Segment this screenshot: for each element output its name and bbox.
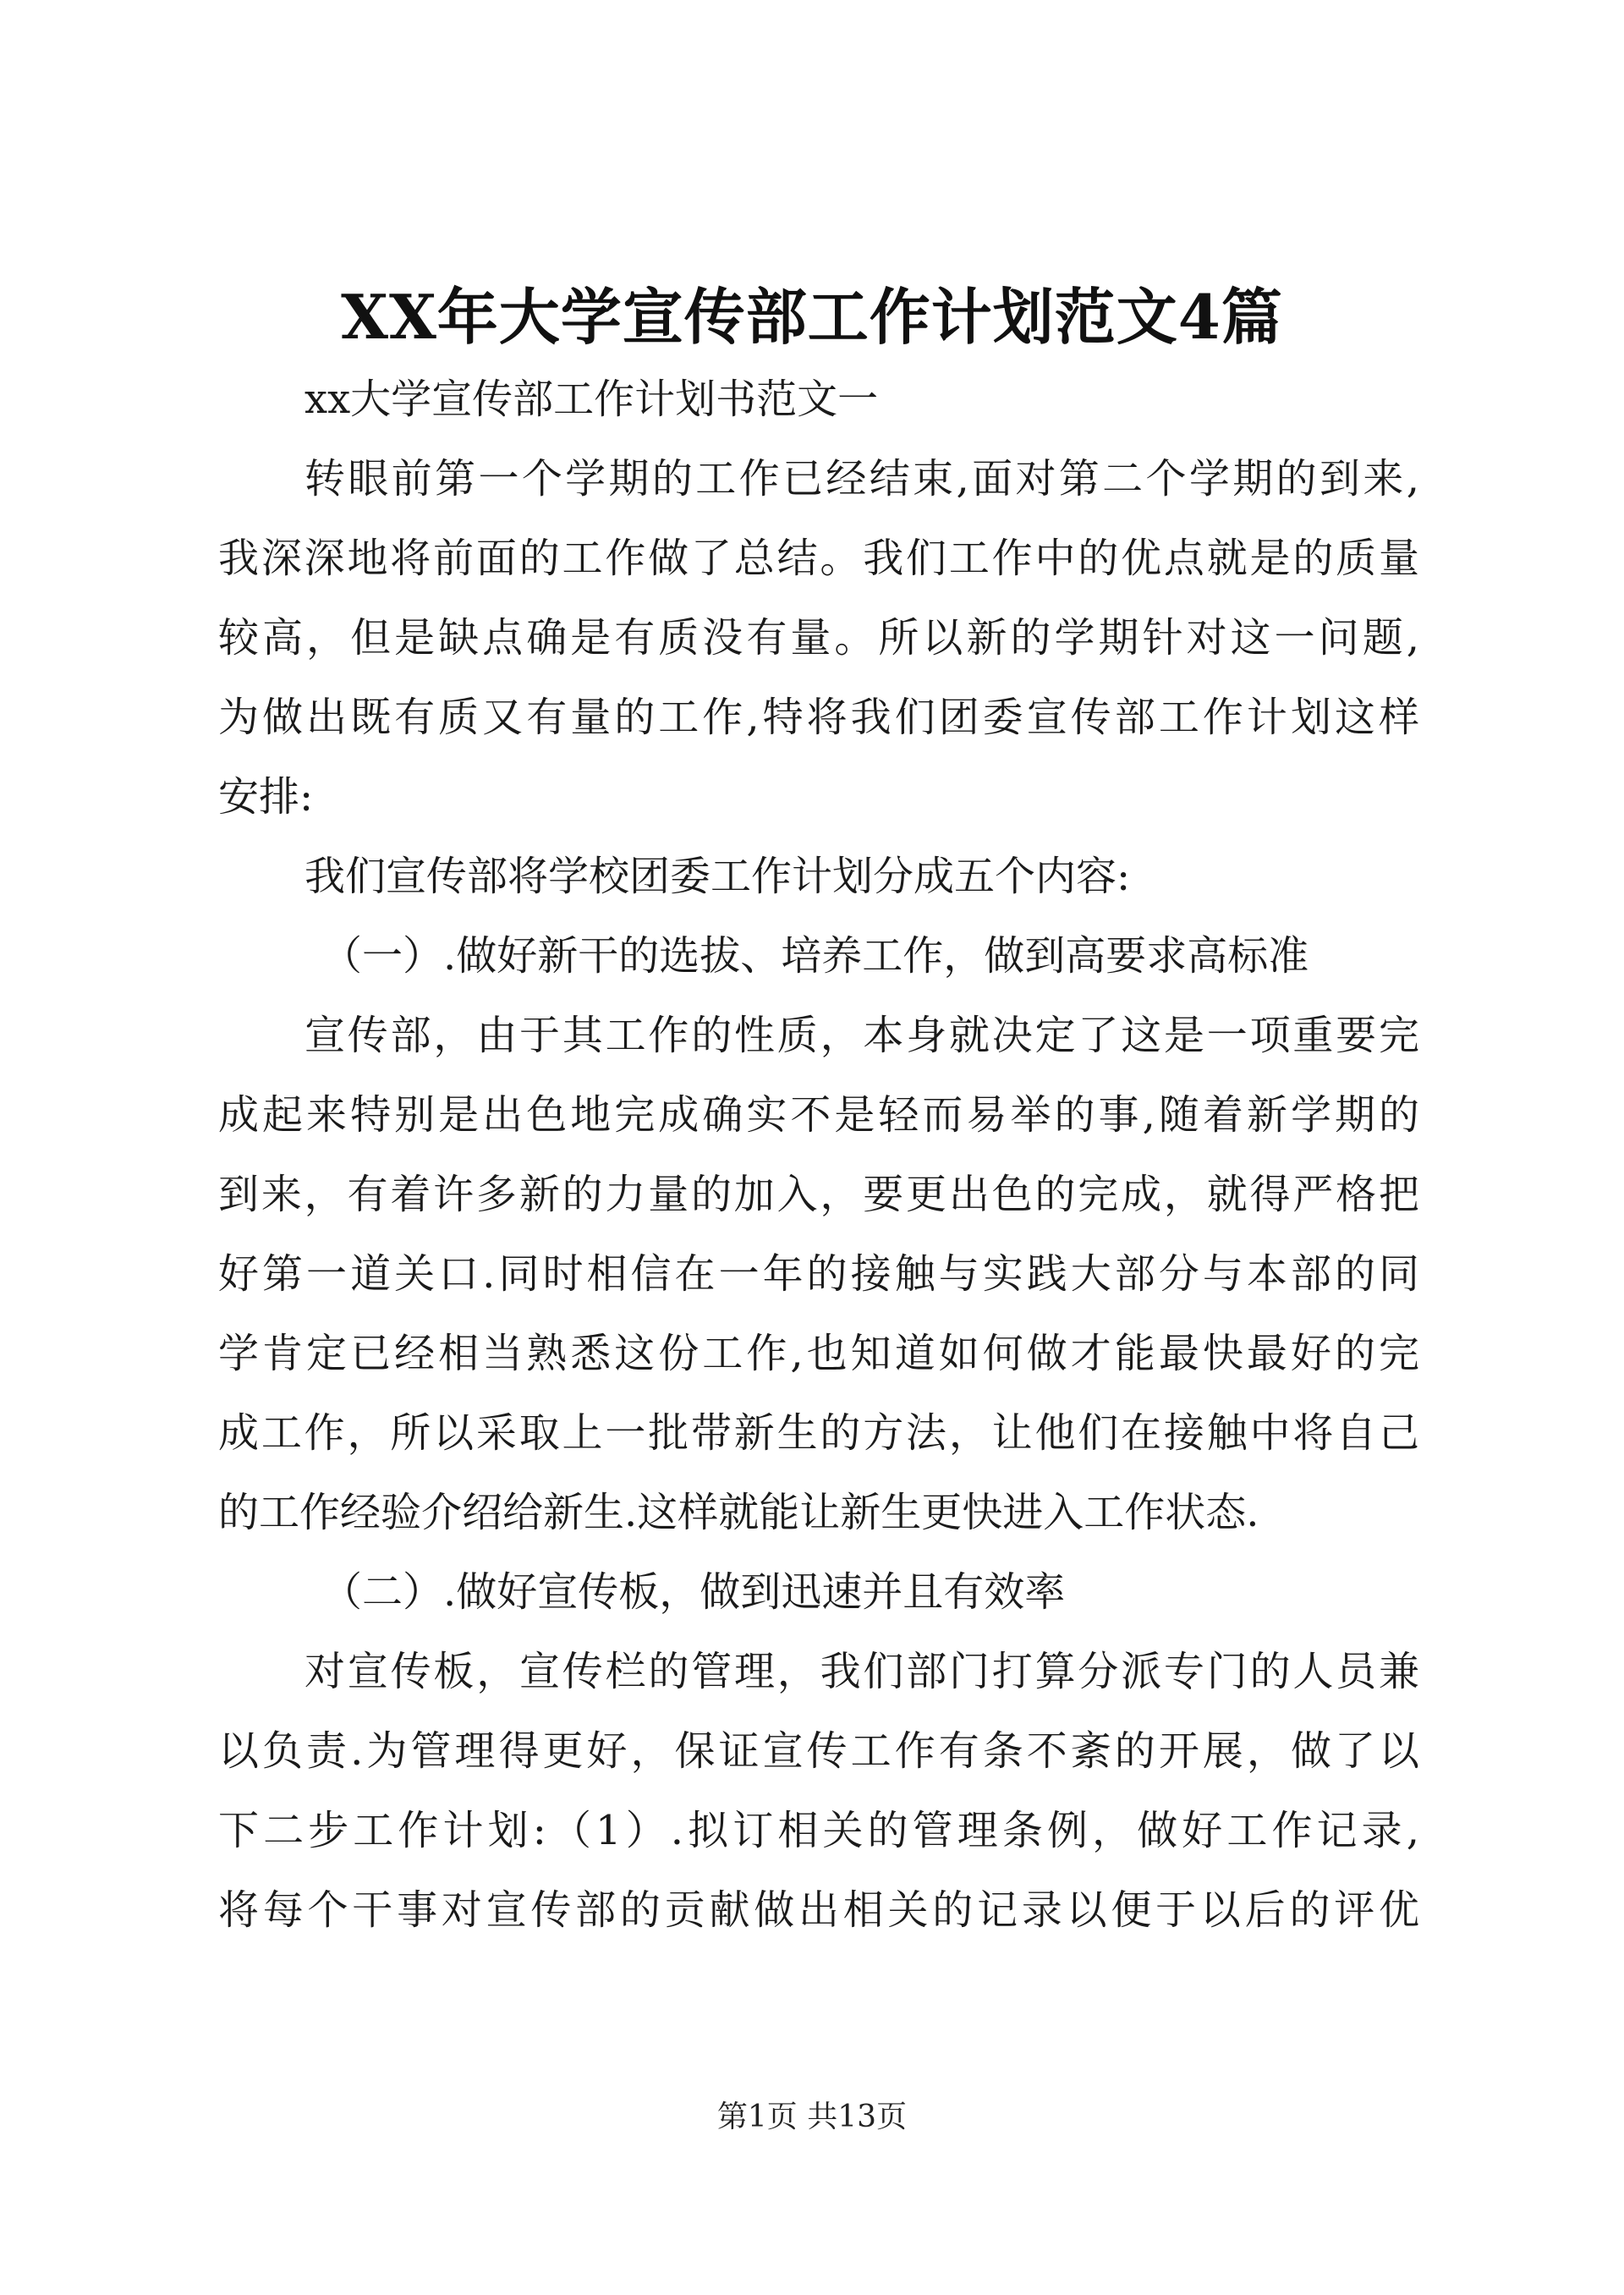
paragraph-line: 转眼前第一个学期的工作已经结束,面对第二个学期的到来, xyxy=(304,455,1419,502)
paragraph-line: 以负责.为管理得更好，保证宣传工作有条不紊的开展，做了以 xyxy=(218,1727,1419,1775)
paragraph-line: 我们宣传部将学校团委工作计划分成五个内容: xyxy=(304,853,1131,900)
subsection-heading: （二）.做好宣传板，做到迅速并且有效率 xyxy=(321,1568,1066,1616)
paragraph-line: 的工作经验介绍给新生.这样就能让新生更快进入工作状态. xyxy=(218,1489,1259,1536)
paragraph-line: 好第一道关口.同时相信在一年的接触与实践大部分与本部的同 xyxy=(218,1250,1419,1298)
document-title: XX年大学宣传部工作计划范文4篇 xyxy=(341,281,1283,353)
paragraph-line: 学肯定已经相当熟悉这份工作,也知道如何做才能最快最好的完 xyxy=(218,1330,1419,1377)
paragraph-line: 安排: xyxy=(218,773,314,821)
paragraph-line: 到来，有着许多新的力量的加入，要更出色的完成，就得严格把 xyxy=(218,1171,1419,1218)
paragraph-line: 成工作，所以采取上一批带新生的方法，让他们在接触中将自己 xyxy=(218,1409,1419,1457)
paragraph-line: 我深深地将前面的工作做了总结。我们工作中的优点就是的质量 xyxy=(218,535,1419,582)
paragraph-line: 将每个干事对宣传部的贡献做出相关的记录以便于以后的评优 xyxy=(218,1886,1419,1934)
document-body xyxy=(218,360,1419,1950)
paragraph-line: 对宣传板，宣传栏的管理，我们部门打算分派专门的人员兼 xyxy=(304,1648,1419,1695)
section-heading: xx大学宣传部工作计划书范文一 xyxy=(304,376,879,423)
paragraph-line: 下二步工作计划:（1）.拟订相关的管理条例，做好工作记录, xyxy=(218,1807,1419,1854)
paragraph-line: 宣传部，由于其工作的性质，本身就决定了这是一项重要完 xyxy=(304,1012,1419,1059)
page-footer: 第1页 共13页 xyxy=(716,2100,908,2134)
paragraph-line: 为做出既有质又有量的工作,特将我们团委宣传部工作计划这样 xyxy=(218,694,1419,741)
subsection-heading: （一）.做好新干的选拔、培养工作，做到高要求高标准 xyxy=(321,932,1309,980)
paragraph-line: 成起来特别是出色地完成确实不是轻而易举的事,随着新学期的 xyxy=(218,1091,1419,1139)
paragraph-line: 较高，但是缺点确是有质没有量。所以新的学期针对这一问题, xyxy=(218,614,1419,662)
